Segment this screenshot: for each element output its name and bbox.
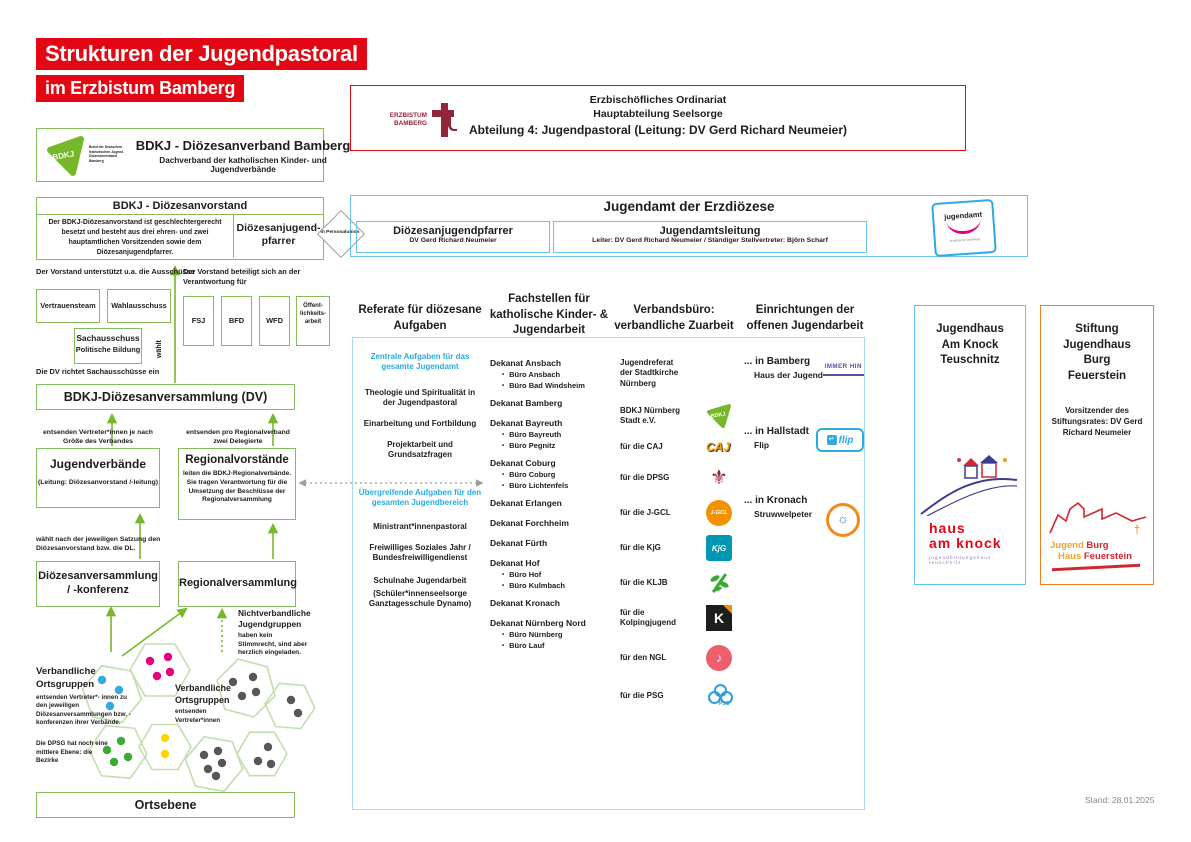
ortsgruppen-links-text: entsenden Vertreter*- innen zu den jeweiligen Diözesanversammlungen bzw. -konferenzen ihrer Verbände.: [36, 693, 131, 727]
dekanat-entry: [490, 518, 610, 528]
verband-row: [620, 570, 732, 596]
verband-label: für die DPSG: [620, 472, 670, 482]
wahlausschuss-box: Wahlausschuss: [107, 289, 171, 323]
verband-label: für die CAJ: [620, 441, 663, 451]
wfd-box: WFD: [259, 296, 290, 346]
regionalvorstaende-title: Regionalvorstände: [185, 454, 289, 466]
einrichtung-place: ... in Bamberg: [744, 356, 811, 367]
sachausschuss-box: [74, 328, 142, 364]
label-waehlt: wählt: [156, 340, 163, 358]
header-verbandsbuero: Verbandsbüro: verbandliche Zuarbeit: [614, 304, 734, 332]
sachausschuss-line2: Politische Bildung: [75, 345, 141, 354]
knock-logo-line2: am knock: [929, 535, 1002, 552]
note-ausschuesse: Der Vorstand unterstützt u.a. die Ausschüsse: [36, 267, 195, 276]
dekanat-name: Dekanat Kronach: [490, 598, 560, 608]
dekanat-entry: [490, 558, 610, 590]
nichtverbandliche-bold: Nichtverbandliche Jugendgruppen: [238, 608, 311, 630]
sachausschuss-line1: Sachausschuss: [76, 333, 140, 343]
dekanat-entry: [490, 458, 610, 490]
knock-logo-line1: haus: [929, 520, 966, 536]
verband-label: für die PSG: [620, 690, 664, 700]
stiftung-title: Stiftung Jugendhaus Burg Feuerstein: [1063, 323, 1131, 382]
bullet-icon: •: [502, 583, 505, 589]
stiftung-subtitle: Vorsitzender des Stiftungsrates: DV Gerd Richard Neumeier: [1051, 406, 1143, 437]
referat-item: Ministrant*innenpastoral: [373, 522, 467, 531]
kjg-logo-icon: KjG: [706, 535, 732, 561]
svg-text:BDKJ: BDKJ: [51, 149, 75, 162]
referat-item: Theologie und Spiritualität in der Jugendpastoral: [364, 388, 476, 407]
bdkj-logo-caption: Bund der Deutschen Katholischen Jugend Diözesanverband Bamberg: [89, 145, 124, 163]
dekanat-name: Dekanat Coburg: [490, 458, 556, 468]
note-wahl-satzung: wählt nach der jeweiligen Satzung den Diözesanvorstand bzw. die DL.: [36, 536, 161, 553]
verband-label: für die KLJB: [620, 577, 668, 587]
feuerstein-word1: Jugend: [1050, 540, 1084, 551]
verband-label: Jugendreferat der Stadtkirche Nürnberg: [620, 358, 679, 388]
bullet-icon: •: [502, 432, 505, 438]
einrichtung-entry: [744, 495, 864, 526]
regionalvorstaende-box: [178, 448, 296, 520]
column-fachstellen: [490, 358, 610, 650]
jugendamtsleitung-title: Jugendamtsleitung: [659, 225, 761, 237]
regionalversammlung-box: Regionalversammlung: [178, 561, 296, 607]
immerhin-logo-icon: IMMER HIN: [823, 354, 865, 376]
knock-logo-caption1: jugendbildungshaus: [929, 554, 992, 560]
jugendamt-pfarrer-name: DV Gerd Richard Neumeier: [409, 237, 497, 244]
jugendhaus-knock-title: Jugendhaus Am Knock Teuschnitz: [936, 323, 1004, 367]
verband-row: [620, 535, 732, 561]
column-referate: [358, 352, 482, 609]
bdkj-nuernberg-logo-icon: [706, 403, 732, 429]
ngl-logo-icon: ♪: [706, 645, 732, 671]
ordinariat-line2: Hauptabteilung Seelsorge: [593, 107, 723, 120]
header-einrichtungen: Einrichtungen der offenen Jugendarbeit: [746, 304, 864, 332]
dekanat-name: Dekanat Erlangen: [490, 498, 562, 508]
psg-logo-icon: PSG: [706, 683, 732, 709]
jugendverbaende-box: [36, 448, 160, 508]
dpsg-logo-icon: ⚜: [710, 467, 728, 490]
dv-note-right: entsenden pro Regionalverband zwei Delegierte: [186, 429, 290, 446]
bullet-icon: •: [502, 643, 505, 649]
bullet-icon: •: [502, 372, 505, 378]
oeffentlichkeitsarbeit-box: Öffent- lichkeits- arbeit: [296, 296, 330, 346]
einrichtung-entry: [744, 426, 864, 450]
referat-item: Freiwilliges Soziales Jahr / Bundesfreiwilligendienst: [369, 543, 471, 562]
ortsgruppen-mitte-note: [175, 682, 245, 725]
dekanat-entry: [490, 538, 610, 548]
verband-label: für die KjG: [620, 542, 661, 552]
regionalvorstaende-subtitle: leiten die BDKJ-Regionalverbände. Sie tragen Verantwortung für die Umsetzung der Beschlüsse der Regionalversammlung: [183, 470, 291, 504]
jugendamt-logo-text: jugendamt: [943, 209, 983, 222]
bdkj-dioezesanverband-box: [36, 128, 351, 182]
referat-item: Zentrale Aufgaben für das gesamte Jugendamt: [370, 352, 470, 371]
bdkj-verband-title: BDKJ - Diözesanverband Bamberg: [135, 138, 351, 153]
jugendverbaende-subtitle: (Leitung: Diözesanvorstand /-leitung): [37, 479, 159, 486]
verband-row: [620, 683, 732, 709]
column-verbandsbuero: [620, 358, 732, 718]
dekanat-name: Dekanat Ansbach: [490, 358, 562, 368]
jugendamt-pfarrer-box: [356, 221, 550, 253]
einrichtung-place: ... in Kronach: [744, 495, 808, 506]
header-fachstellen: Fachstellen für katholische Kinder- & Jugendarbeit: [489, 293, 609, 337]
ortsgruppen-mitte-text: entsenden Vertreter*innen: [175, 708, 221, 724]
verband-row: [620, 438, 732, 456]
dekanat-name: Dekanat Bamberg: [490, 398, 563, 408]
vertrauensteam-box: Vertrauensteam: [36, 289, 100, 323]
nichtverbandliche-note: [238, 608, 330, 658]
buero-entry: • Büro Lauf: [502, 641, 545, 650]
page-title: Strukturen der Jugendpastoral: [36, 38, 367, 70]
haus-am-knock-logo: [919, 454, 1023, 565]
fsj-box: FSJ: [183, 296, 214, 346]
ortsgruppen-mitte-heading: Verbandliche Ortsgruppen: [175, 683, 232, 706]
nichtverbandliche-text: haben kein Stimmrecht, sind aber herzlich eingeladen.: [238, 631, 308, 657]
kolping-logo-icon: K: [706, 605, 732, 631]
referat-item: Schulnahe Jugendarbeit: [373, 576, 467, 585]
referat-item: (Schüler*innenseelsorge Ganztagesschule Dynamo): [368, 589, 472, 608]
dpsg-bezirke-note: Die DPSG hat noch eine mittlere Ebene: die Bezirke: [36, 740, 108, 764]
erzbistum-logo-text: ERZBISTUM BAMBERG: [389, 111, 427, 127]
jgcl-logo-icon: J-GCL: [706, 500, 732, 526]
buero-entry: • Büro Bad Windsheim: [502, 381, 585, 390]
dekanat-name: Dekanat Bayreuth: [490, 418, 563, 428]
bullet-icon: •: [502, 443, 505, 449]
buero-entry: • Büro Pegnitz: [502, 441, 556, 450]
feuerstein-word3: Haus: [1058, 551, 1082, 563]
buero-entry: • Büro Ansbach: [502, 370, 561, 379]
verband-row: [620, 465, 732, 491]
verband-label: BDKJ Nürnberg Stadt e.V.: [620, 405, 681, 426]
dioezesanversammlung-konferenz-box: Diözesanversammlung / -konferenz: [36, 561, 160, 607]
knock-logo-caption2: teuschnitz: [929, 559, 962, 565]
einrichtung-name: Haus der Jugend: [754, 370, 823, 380]
jugendamt-pfarrer-title: Diözesanjugendpfarrer: [393, 225, 513, 237]
ordinariat-box: [350, 85, 966, 151]
jugendamt-title: Jugendamt der Erzdiözese: [603, 199, 775, 214]
personalunion-label: in Personalunion: [320, 229, 360, 235]
bdkj-verband-subtitle: Dachverband der katholischen Kinder- und Jugendverbände: [159, 156, 327, 174]
dioezesanversammlung-dv-box: BDKJ-Diözesanversammlung (DV): [36, 384, 295, 410]
dekanat-entry: [490, 598, 610, 608]
jugendhaus-knock-box: [914, 305, 1026, 585]
bullet-icon: •: [502, 483, 505, 489]
buero-entry: • Büro Nürnberg: [502, 630, 563, 639]
page-subtitle: im Erzbistum Bamberg: [36, 75, 244, 102]
bullet-icon: •: [502, 383, 505, 389]
header-referate: Referate für diözesane Aufgaben: [358, 304, 482, 332]
referat-item: Übergreifende Aufgaben für den gesamten Jugendbereich: [358, 488, 482, 507]
bullet-icon: •: [502, 572, 505, 578]
castle-outline-icon: [1046, 501, 1150, 535]
jugendverbaende-title: Jugendverbände: [49, 457, 147, 471]
note-verantwortung: Der Vorstand beteiligt sich an der Verantwortung für: [183, 267, 301, 286]
feuerstein-word4: Feuerstein: [1083, 551, 1132, 563]
verband-row: [620, 645, 732, 671]
feuerstein-underline: [1052, 563, 1140, 571]
dekanat-name: Dekanat Fürth: [490, 538, 548, 548]
bullet-icon: •: [502, 632, 505, 638]
dekanat-entry: [490, 618, 610, 650]
stiftung-feuerstein-box: [1040, 305, 1154, 585]
buero-entry: • Büro Bayreuth: [502, 430, 562, 439]
bdkj-logo-icon: [45, 135, 87, 177]
buero-entry: • Büro Kulmbach: [502, 581, 565, 590]
buero-entry: • Büro Coburg: [502, 470, 556, 479]
jugendamtsleitung-detail: Leiter: DV Gerd Richard Neumeier / Ständiger Stellvertreter: Björn Scharf: [592, 237, 828, 244]
ordinariat-line3: Abteilung 4: Jugendpastoral (Leitung: DV Gerd Richard Neumeier): [468, 123, 848, 138]
dekanat-entry: [490, 398, 610, 408]
note-sachausschuss: Die DV richtet Sachausschüsse ein: [36, 367, 160, 376]
flip-logo-icon: ↵ flip: [816, 428, 864, 452]
ortsgruppen-links-note: [36, 666, 132, 728]
referat-item: Einarbeitung und Fortbildung: [363, 419, 477, 428]
jugendamt-logo-caption: erzdiözese bamberg: [949, 236, 981, 244]
referat-item: Projektarbeit und Grundsatzfragen: [387, 440, 453, 459]
verband-row: [620, 358, 732, 389]
verband-row: [620, 605, 732, 631]
jugendamt-logo: [931, 199, 997, 257]
dekanat-name: Dekanat Forchheim: [490, 518, 569, 528]
ortsebene-box: Ortsebene: [36, 792, 295, 818]
einrichtung-entry: [744, 356, 864, 380]
jugendamtsleitung-box: [553, 221, 867, 253]
einrichtung-name: Struwwelpeter: [754, 509, 813, 519]
vorstand-title: BDKJ - Diözesanvorstand: [37, 198, 323, 215]
feuerstein-word2: Burg: [1086, 540, 1109, 551]
vorstand-description: Der BDKJ-Diözesanvorstand ist geschlechtergerecht besetzt und besteht aus drei ehren- und zwei hauptamtlichen Vorsitzenden sowie dem Diözesanjugendpfarrer.: [48, 219, 222, 256]
struwwelpeter-logo-icon: ☼: [826, 503, 860, 537]
dekanat-entry: [490, 418, 610, 450]
svg-text:†: †: [1134, 524, 1141, 535]
burg-feuerstein-logo: [1046, 501, 1150, 569]
bfd-box: BFD: [221, 296, 252, 346]
stand-date: Stand: 28.01.2025: [1085, 795, 1155, 805]
caj-logo-icon: CAJ: [706, 440, 731, 455]
einrichtung-place: ... in Hallstadt: [744, 426, 810, 437]
dekanat-name: Dekanat Nürnberg Nord: [490, 618, 586, 628]
ortsgruppen-links-heading: Verbandliche Ortsgruppen: [36, 666, 96, 690]
verband-row: [620, 500, 732, 526]
verband-label: für den NGL: [620, 652, 667, 662]
svg-text:BDKJ: BDKJ: [710, 411, 727, 421]
bdkj-dioezesanvorstand-box: [36, 197, 324, 260]
verband-row: [620, 403, 732, 429]
dekanat-entry: [490, 358, 610, 390]
kljb-logo-icon: [706, 570, 732, 596]
bullet-icon: •: [502, 472, 505, 478]
buero-entry: • Büro Hof: [502, 570, 542, 579]
dioezesanjugendpfarrer-cell: Diözesanjugend- pfarrer: [233, 215, 323, 258]
verband-label: für die J-GCL: [620, 507, 671, 517]
ordinariat-line1: Erzbischöfliches Ordinariat: [589, 94, 727, 106]
knock-hill-icon: [919, 454, 1023, 516]
jugendamt-smile-icon: [946, 219, 981, 235]
verband-label: für die Kolpingjugend: [620, 607, 676, 628]
buero-entry: • Büro Lichtenfels: [502, 481, 569, 490]
dekanat-name: Dekanat Hof: [490, 558, 540, 568]
dekanat-entry: [490, 498, 610, 508]
einrichtung-name: Flip: [754, 440, 770, 450]
dv-note-left: entsenden Vertreter*innen je nach Größe des Verbandes: [43, 429, 153, 446]
